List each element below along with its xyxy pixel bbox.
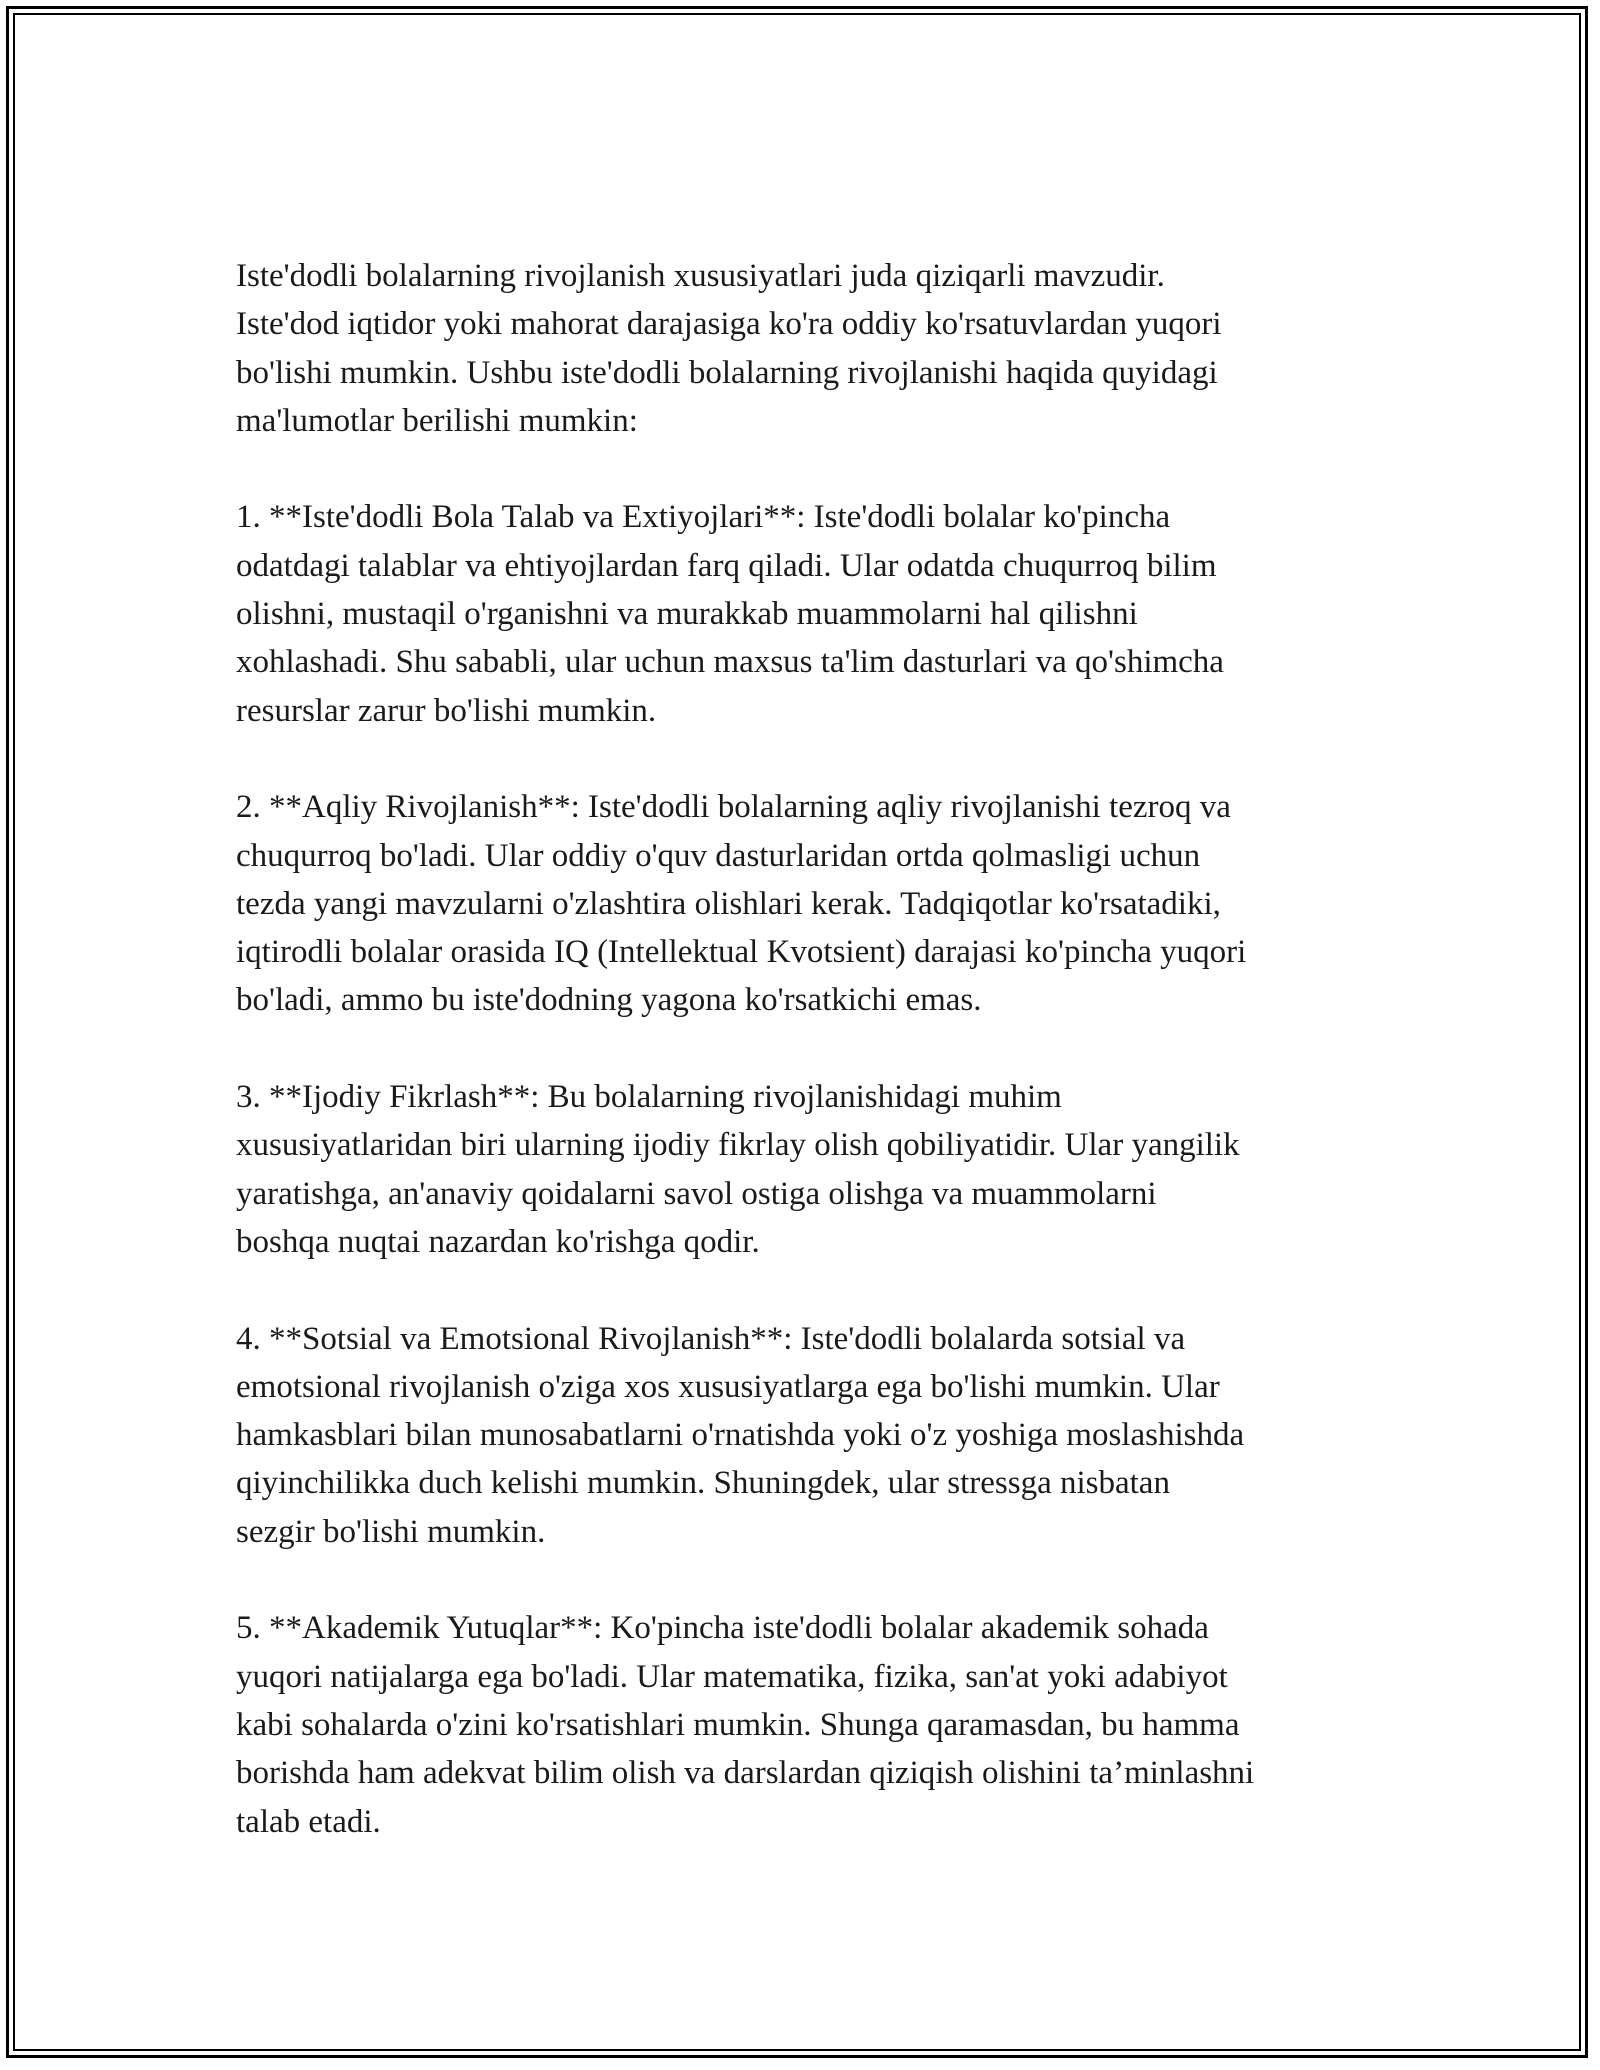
paragraph-creative-thinking: 3. **Ijodiy Fikrlash**: Bu bolalarning rivojlanishidagi muhim xususiyatlaridan biri ularning ijodiy fikrlay olish qobiliyatidir. Ular yangilik yaratishga, an'anaviy qoidalarni savol ostiga olishga va muammolarni boshqa nuqtai nazardan ko'rishga qodir. — [236, 1079, 1240, 1260]
paragraph-needs: 1. **Iste'dodli Bola Talab va Extiyojlari**: Iste'dodli bolalar ko'pincha odatdagi talablar va ehtiyojlardan farq qiladi. Ular odatda chuqurroq bilim olishni, mustaqil o'rganishni va murakkab muammolarni hal qilishni xohlashadi. Shu sababli, ular uchun maxsus ta'lim dasturlari va qo'shimcha resurslar zarur bo'lishi mumkin. — [236, 499, 1224, 729]
intro-paragraph: Iste'dodli bolalarning rivojlanish xususiyatlari juda qiziqarli mavzudir. Iste'dod iqtidor yoki mahorat darajasiga ko'ra oddiy ko'rsatuvlardan yuqori bo'lishi mumkin. Ushbu iste'dodli bolalarning rivojlanishi haqida quyidagi ma'lumotlar berilishi mumkin: — [236, 258, 1222, 439]
paragraph-intellectual-development: 2. **Aqliy Rivojlanish**: Iste'dodli bolalarning aqliy rivojlanishi tezroq va chuqurroq bo'ladi. Ular oddiy o'quv dasturlaridan ortda qolmasligi uchun tezda yangi mavzularni o'zlashtira olishlari kerak. Tadqiqotlar ko'rsatadiki, iqtirodli bolalar orasida IQ (Intellektual Kvotsient) darajasi ko'pincha yuqori bo'ladi, ammo bu iste'dodning yagona ko'rsatkichi emas. — [236, 789, 1247, 1019]
paragraph-academic-achievement: 5. **Akademik Yutuqlar**: Ko'pincha iste'dodli bolalar akademik sohada yuqori natijalarga ega bo'ladi. Ular matematika, fizika, san'at yoki adabiyot kabi sohalarda o'zini ko'rsatishlari mumkin. Shunga qaramasdan, bu hamma borishda ham adekvat bilim olish va darslardan qiziqish olishini ta’minlashni talab etadi. — [236, 1610, 1255, 1840]
document-body — [236, 252, 1386, 1894]
paragraph-social-emotional: 4. **Sotsial va Emotsional Rivojlanish**: Iste'dodli bolalarda sotsial va emotsional rivojlanish o'ziga xos xususiyatlarga ega bo'lishi mumkin. Ular hamkasblari bilan munosabatlarni o'rnatishda yoki o'z yoshiga moslashishda qiyinchilikka duch kelishi mumkin. Shuningdek, ular stressga nisbatan sezgir bo'lishi mumkin. — [236, 1320, 1245, 1550]
